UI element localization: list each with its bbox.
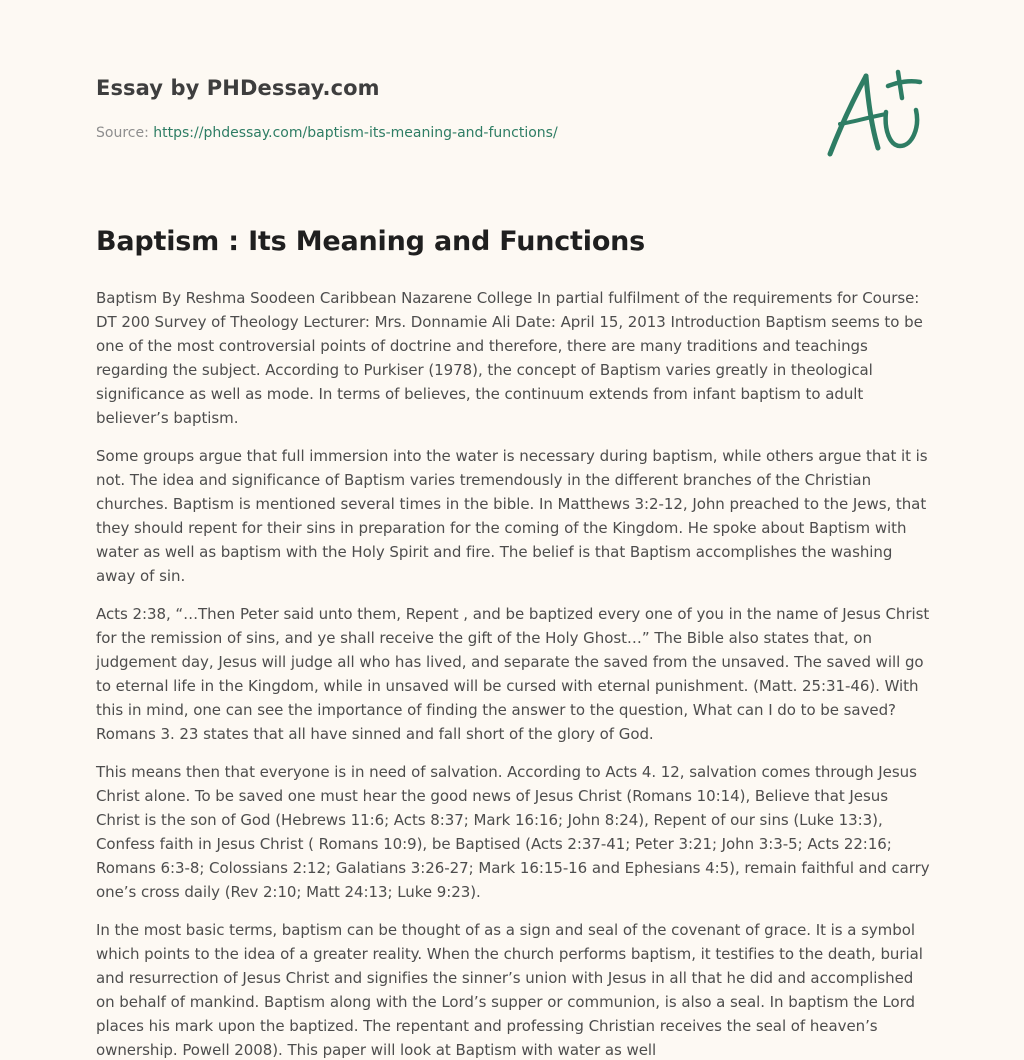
site-brand: Essay by PHDessay.com: [96, 76, 380, 100]
source-link[interactable]: https://phdessay.com/baptism-its-meaning-and-functions/: [153, 125, 558, 141]
essay-paragraph: Baptism By Reshma Soodeen Caribbean Nazarene College In partial fulfilment of the requirements for Course: DT 200 Survey of Theology Lecturer: Mrs. Donnamie Ali Date: April 15, 2013 Introduction Baptism seems to be one of the most controversial points of doctrine and therefore, there are many traditions and teachings regarding the subject. According to Purkiser (1978), the concept of Baptism varies greatly in theological significance as well as mode. In terms of believes, the continuum extends from infant baptism to adult believer’s baptism.: [96, 289, 923, 427]
essay-paragraph: In the most basic terms, baptism can be thought of as a sign and seal of the covenant of grace. It is a symbol which points to the idea of a greater reality. When the church performs baptism, it testifies to the death, burial and resurrection of Jesus Christ and signifies the sinner’s union with Jesus in all that he did and accomplished on behalf of mankind. Baptism along with the Lord’s supper or communion, is also a seal. In baptism the Lord places his mark upon the baptized. The repentant and professing Christian receives the seal of heaven’s ownership. Powell 2008). This paper will look at Baptism with water as well: [96, 921, 923, 1059]
a-plus-logo-icon: [826, 68, 926, 162]
essay-paragraph: This means then that everyone is in need of salvation. According to Acts 4. 12, salvation comes through Jesus Christ alone. To be saved one must hear the good news of Jesus Christ (Romans 10:14), Believe that Jesus Christ is the son of God (Hebrews 11:6; Acts 8:37; Mark 16:16; John 8:24), Repent of our sins (Luke 13:3), Confess faith in Jesus Christ ( Romans 10:9), be Baptised (Acts 2:37-41; Peter 3:21; John 3:3-5; Acts 22:16; Romans 6:3-8; Colossians 2:12; Galatians 3:26-27; Mark 16:15-16 and Ephesians 4:5), remain faithful and carry one’s cross daily (Rev 2:10; Matt 24:13; Luke 9:23).: [96, 763, 930, 901]
source-label: Source:: [96, 125, 149, 141]
page-header: [96, 74, 928, 194]
essay-body: [96, 286, 932, 1060]
source-line: [96, 125, 558, 141]
essay-paragraph: Some groups argue that full immersion into the water is necessary during baptism, while others argue that it is not. The idea and significance of Baptism varies tremendously in the different branches of the Christian churches. Baptism is mentioned several times in the bible. In Matthews 3:2-12, John preached to the Jews, that they should repent for their sins in preparation for the coming of the Kingdom. He spoke about Baptism with water as well as baptism with the Holy Spirit and fire. The belief is that Baptism accomplishes the washing away of sin.: [96, 447, 928, 585]
essay-title: Baptism : Its Meaning and Functions: [96, 226, 646, 257]
essay-paragraph: Acts 2:38, “…Then Peter said unto them, Repent , and be baptized every one of you in the name of Jesus Christ for the remission of sins, and ye shall receive the gift of the Holy Ghost…” The Bible also states that, on judgement day, Jesus will judge all who has lived, and separate the saved from the unsaved. The saved will go to eternal life in the Kingdom, while in unsaved will be cursed with eternal punishment. (Matt. 25:31-46). With this in mind, one can see the importance of finding the answer to the question, What can I do to be saved? Romans 3. 23 states that all have sinned and fall short of the glory of God.: [96, 605, 930, 743]
